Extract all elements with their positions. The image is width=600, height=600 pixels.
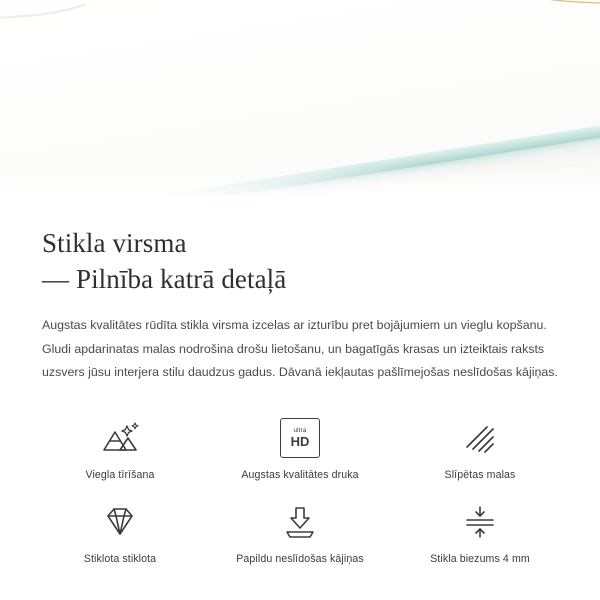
sparkle-mountain-icon <box>98 415 142 461</box>
feature-label: Papildu neslīdošas kājiņas <box>236 553 364 566</box>
hero-bottom-fade <box>0 164 600 200</box>
diamond-icon <box>98 499 142 545</box>
text-content <box>0 200 600 385</box>
feature-item <box>390 499 570 565</box>
page-title <box>42 226 558 298</box>
feature-item <box>210 499 390 565</box>
description-paragraph: Augstas kvalitātes rūdīta stikla virsma izcelas ar izturību pret bojājumiem un vieglu kopšanu. Gludi apdarinatas malas nodrošina drošu lietošanu, un bagatīgās krasas un izteiktais raksts uzsvers jūsu interjera stilu daudzus gadus. Dāvanā iekļautas pašlīmejošas neslīdošas kājiņas. <box>42 317 558 380</box>
feature-item <box>30 499 210 565</box>
polished-edges-icon <box>459 415 501 461</box>
feature-item <box>390 415 570 481</box>
hero-image <box>0 0 600 200</box>
feature-label: Stikla biezums 4 mm <box>430 553 530 566</box>
page-title-line-2: — Pilnība katrā detaļā <box>42 263 287 294</box>
feature-grid <box>0 385 600 565</box>
thickness-arrows-icon <box>458 499 502 545</box>
non-slip-feet-icon <box>278 499 322 545</box>
feature-label: Viegla tīrīšana <box>85 469 155 482</box>
feature-label: Stiklota stiklota <box>83 553 157 566</box>
page-title-line-1: Stikla virsma <box>42 228 187 258</box>
feature-item <box>210 415 390 481</box>
feature-item <box>30 415 210 481</box>
ultra-hd-icon: ultra HD <box>280 415 320 461</box>
feature-label: Augstas kvalitātes druka <box>241 469 359 482</box>
feature-label: Slīpētas malas <box>444 469 516 482</box>
